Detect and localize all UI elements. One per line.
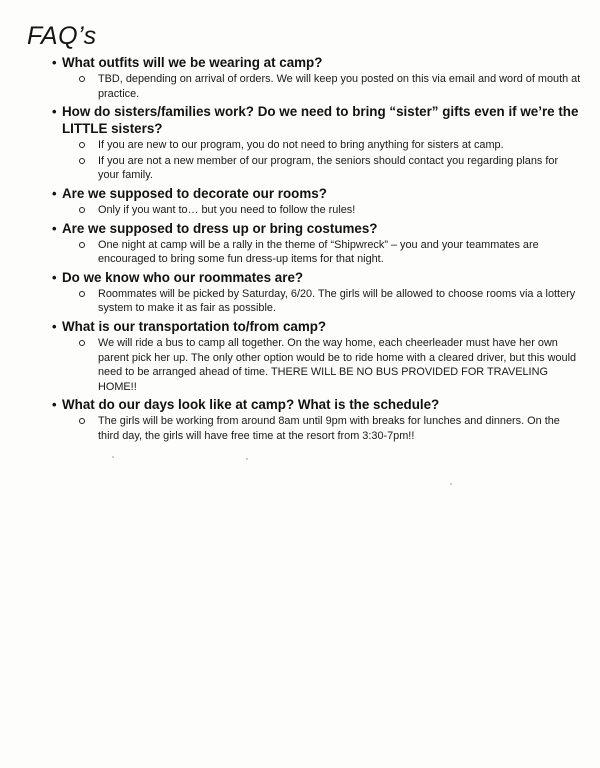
bullet-dot-icon: •: [52, 318, 57, 334]
circle-bullet-icon: [79, 158, 85, 164]
faq-answer-text: The girls will be working from around 8am until 9pm with breaks for lunches and dinners. On the third day, the girls will have free time at the resort from 3:30-7pm!!: [98, 415, 560, 442]
faq-answer: [52, 72, 582, 101]
scan-speck: [450, 483, 452, 485]
bullet-dot-icon: •: [52, 269, 57, 285]
faq-answer-text: One night at camp will be a rally in the theme of “Shipwreck” – you and your teammates are encouraged to bring some fun dress-up items for that night.: [98, 238, 539, 266]
faq-question-text: Do we know who our roommates are?: [62, 269, 304, 285]
faq-question-text: How do sisters/families work? Do we need to bring “sister” gifts even if we’re the LITTLE sisters?: [62, 104, 579, 137]
faq-answer-text: TBD, depending on arrival of orders. We will keep you posted on this via email and word of mouth at practice.: [98, 73, 581, 100]
bullet-dot-icon: •: [52, 397, 57, 413]
faq-item: [52, 103, 582, 183]
faq-answers: [52, 203, 582, 218]
faq-question-text: Are we supposed to decorate our rooms?: [62, 185, 327, 201]
faq-answer: [52, 138, 582, 153]
circle-bullet-icon: [79, 340, 85, 346]
bullet-dot-icon: •: [52, 104, 57, 120]
faq-answer-text: If you are not a new member of our program, the seniors should contact you regarding plans for your family.: [98, 154, 559, 182]
faq-answer: [52, 414, 582, 443]
faq-answers: [52, 238, 582, 267]
faq-answer-text: We will ride a bus to camp all together. On the way home, each cheerleader must have her own parent pick her up. The only other option would be to ride home with a cleared driver, but this would need to be arranged ahead of time. THERE WILL BE NO BUS PROVIDED FOR TRAVELING HOME!!: [98, 336, 577, 393]
faq-answer: [52, 154, 582, 183]
faq-answers: [52, 287, 582, 316]
faq-question: [52, 185, 582, 202]
faq-item: [52, 54, 582, 101]
faq-answers: [52, 414, 582, 443]
faq-answer: [52, 336, 582, 394]
bullet-dot-icon: •: [52, 185, 57, 201]
faq-question-text: What outfits will we be wearing at camp?: [62, 55, 323, 70]
faq-question-text: Are we supposed to dress up or bring costumes?: [62, 220, 378, 236]
faq-answers: [52, 72, 582, 101]
faq-question: [52, 103, 582, 137]
page-title: FAQ’s: [27, 22, 97, 50]
circle-bullet-icon: [79, 76, 85, 82]
faq-answers: [52, 336, 582, 394]
circle-bullet-icon: [79, 207, 85, 213]
faq-item: [52, 269, 582, 316]
faq-answer: [52, 238, 582, 267]
circle-bullet-icon: [79, 418, 85, 424]
faq-answer-text: Only if you want to… but you need to follow the rules!: [98, 203, 356, 216]
circle-bullet-icon: [79, 142, 85, 148]
faq-question: [52, 318, 582, 335]
faq-question: [52, 396, 582, 413]
scan-speck: [246, 458, 248, 460]
faq-answer: [52, 287, 582, 316]
faq-answer-text: Roommates will be picked by Saturday, 6/20. The girls will be allowed to choose rooms via a lottery system to make it as fair as possible.: [98, 287, 576, 315]
faq-question-text: What is our transportation to/from camp?: [62, 318, 327, 334]
faq-question: [52, 269, 582, 286]
faq-question: [52, 220, 582, 237]
faq-answer: [52, 203, 582, 218]
faq-item: [52, 220, 582, 267]
faq-question: [52, 54, 582, 71]
faq-list: [52, 54, 582, 446]
faq-question-text: What do our days look like at camp? What is the schedule?: [62, 397, 440, 413]
bullet-dot-icon: •: [52, 220, 57, 236]
circle-bullet-icon: [79, 242, 85, 248]
faq-answers: [52, 138, 582, 183]
faq-item: [52, 185, 582, 218]
faq-item: [52, 396, 582, 443]
faq-item: [52, 318, 582, 394]
circle-bullet-icon: [79, 291, 85, 297]
scan-speck: [112, 456, 114, 458]
faq-answer-text: If you are new to our program, you do not need to bring anything for sisters at camp.: [98, 139, 504, 152]
bullet-dot-icon: •: [52, 55, 57, 70]
